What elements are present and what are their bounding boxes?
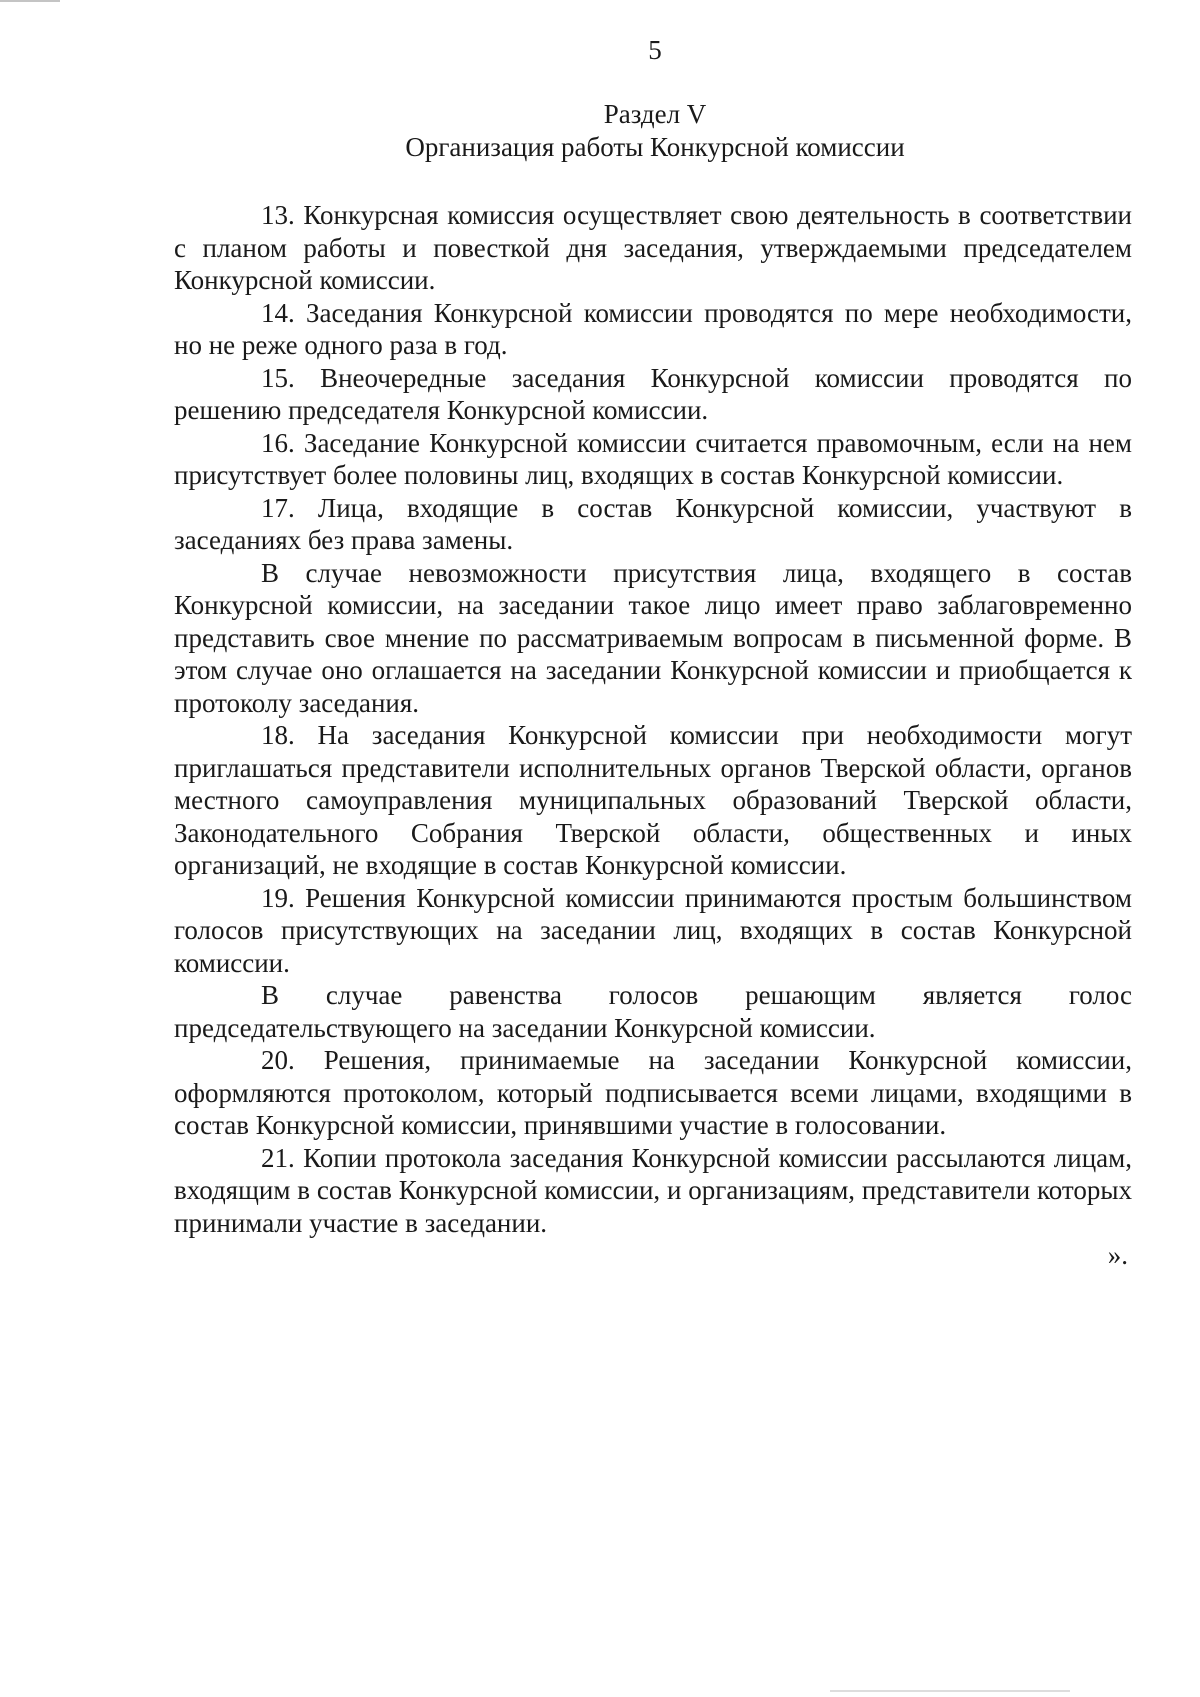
page-number: 5 xyxy=(648,35,662,65)
scan-artifact-top-left xyxy=(0,0,60,2)
paragraph-17: 17. Лица, входящие в состав Конкурсной комиссии, участвуют в заседаниях без права замены. xyxy=(174,492,1132,555)
paragraph-19-continued: В случае равенства голосов решающим является голос председательствующего на заседании Конкурсной комиссии. xyxy=(174,980,1132,1043)
section-heading xyxy=(0,98,1200,164)
section-subtitle: Организация работы Конкурсной комиссии xyxy=(405,132,905,162)
paragraph-16: 16. Заседание Конкурсной комиссии считается правомочным, если на нем присутствует более половины лиц, входящих в состав Конкурсной комиссии. xyxy=(174,427,1132,490)
document-body xyxy=(174,199,1132,1272)
scan-artifact-bottom-right xyxy=(830,1690,1070,1692)
paragraph-18: 18. На заседания Конкурсной комиссии при необходимости могут приглашаться представители исполнительных органов Тверской области, органов местного самоуправления муниципальных образований Тверской области, Законодательного Собрания Тверской области, общественных и иных организаций, не входящие в состав Конкурсной комиссии. xyxy=(174,720,1132,880)
paragraph-19: 19. Решения Конкурсной комиссии принимаются простым большинством голосов присутствующих на заседании лиц, входящих в состав Конкурсной комиссии. xyxy=(174,882,1132,978)
paragraph-13: 13. Конкурсная комиссия осуществляет свою деятельность в соответствии с планом работы и повесткой дня заседания, утверждаемыми председателем Конкурсной комиссии. xyxy=(174,200,1132,295)
paragraph-20: 20. Решения, принимаемые на заседании Конкурсной комиссии, оформляются протоколом, который подписывается всеми лицами, входящими в состав Конкурсной комиссии, принявшими участие в голосовании. xyxy=(174,1045,1132,1140)
closing-quote: ». xyxy=(1107,1240,1128,1270)
section-title: Раздел V xyxy=(603,99,707,129)
paragraph-14: 14. Заседания Конкурсной комиссии проводятся по мере необходимости, но не реже одного раза в год. xyxy=(174,297,1132,360)
paragraph-17-continued: В случае невозможности присутствия лица, входящего в состав Конкурсной комиссии, на заседании такое лицо имеет право заблаговременно представить свое мнение по рассматриваемым вопросам в письменной форме. В этом случае оно оглашается на заседании Конкурсной комиссии и приобщается к протоколу заседания. xyxy=(174,557,1132,718)
paragraph-15: 15. Внеочередные заседания Конкурсной комиссии проводятся по решению председателя Конкурсной комиссии. xyxy=(174,362,1132,425)
paragraph-21: 21. Копии протокола заседания Конкурсной комиссии рассылаются лицам, входящим в состав Конкурсной комиссии, и организациям, представители которых принимали участие в заседании. xyxy=(174,1142,1132,1238)
